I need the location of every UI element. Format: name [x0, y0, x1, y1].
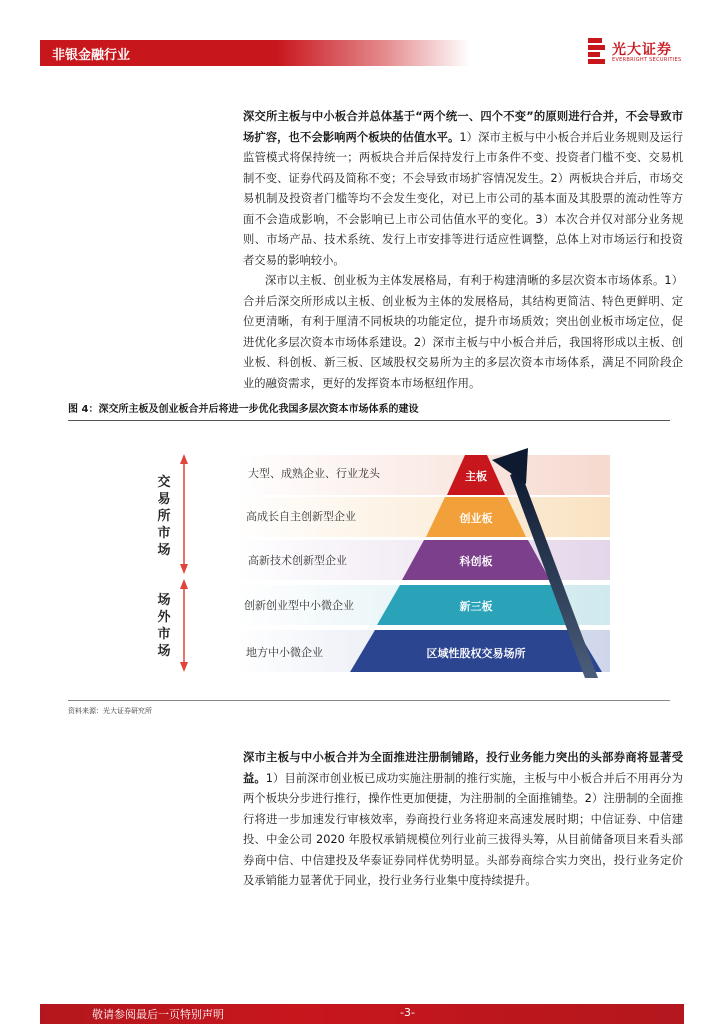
brand-logo	[588, 38, 688, 66]
exchange-market-arrow	[180, 454, 188, 574]
tier-1-description: 大型、成熟企业、行业龙头	[248, 467, 380, 480]
page-number: -3-	[400, 1006, 415, 1019]
tier-4-name: 新三板	[459, 600, 493, 613]
paragraph-1	[243, 107, 683, 271]
section-title: 非银金融行业	[52, 48, 131, 63]
figure-top-rule	[68, 420, 670, 421]
paragraph-3	[243, 748, 683, 892]
tier-4-description: 创新创业型中小微企业	[244, 599, 354, 612]
footer-disclaimer: 敬请参阅最后一页特别声明	[92, 1008, 224, 1021]
figure-bottom-rule	[68, 700, 670, 701]
paragraph-1-body: 1）深市主板与中小板合并后业务规则及运行监管模式将保持统一；两板块合并后保持发行上市条件不变、投资者门槛不变、交易机制不变、证券代码及简称不变；不会导致市场扩容情况发生。2）两板块合并后，市场交易机制及投资者门槛等均不会发生变化，对已上市公司的基本面及其股票的流动性等方面不会造成影响，不会影响已上市公司估值水平的变化。3）本次合并仅对部分业务规则、市场产品、技术系统、发行上市安排等进行适应性调整，总体上对市场运行和投资者交易的影响较小。	[243, 130, 683, 267]
tier-5-description: 地方中小微企业	[246, 646, 323, 659]
tier-5-name: 区域性股权交易场所	[426, 647, 526, 660]
logo-name: 光大证券	[612, 42, 672, 58]
paragraph-2	[243, 271, 683, 394]
everbright-logo-icon	[588, 38, 606, 64]
exchange-market-label: 交易所市场	[157, 475, 171, 558]
tier-3-name: 科创板	[459, 555, 493, 568]
tier-3-description: 高新技术创新型企业	[248, 554, 347, 567]
paragraph-1-lead: 深交所主板与中小板合并总体基于“两个统一、四个不变”的原则进行合并，不会导致市场扩容，也不会影响两个板块的估值水平。	[243, 110, 683, 144]
otc-market-label: 场外市场	[157, 593, 171, 659]
otc-market-arrow	[180, 579, 188, 672]
tier-1-name: 主板	[465, 470, 487, 483]
paragraph-2-body: 深市以主板、创业板为主体发展格局，有利于构建清晰的多层次资本市场体系。1）合并后深交所形成以主板、创业板为主体的发展格局，其结构更简洁、特色更鲜明、定位更清晰，有利于厘清不同板块的功能定位，提升市场质效；突出创业板市场定位，促进优化多层次资本市场体系建设。2）深市主板与中小板合并后，我国将形成以主板、创业板、科创板、新三板、区域股权交易所为主的多层次资本市场体系，满足不同阶段企业的融资需求，更好的发挥资本市场枢纽作用。	[243, 274, 683, 390]
logo-subtitle: EVERBRIGHT SECURITIES	[612, 57, 682, 63]
market-pyramid-figure	[140, 440, 610, 690]
figure-source: 资料来源：光大证券研究所	[68, 707, 152, 715]
paragraph-3-body: 1）目前深市创业板已成功实施注册制的推行实施，主板与中小板合并后不用再分为两个板块分步进行推行，操作性更加便捷，为注册制的全面推铺垫。2）注册制的全面推行将进一步加速发行审核效率，券商投行业务将迎来高速发展时期；中信证券、中信建投、中金公司 2020 年股权承销规模位列行业前三拔得头筹，从目前储备项目来看头部券商中信、中信建投及华泰证券同样优势明显。头部券商综合实力突出，投行业务定价及承销能力显著优于同业，投行业务行业集中度持续提升。	[243, 771, 683, 887]
tier-2-name: 创业板	[459, 512, 493, 525]
paragraph-3-lead: 深市主板与中小板合并为全面推进注册制铺路，投行业务能力突出的头部券商将显著受益。	[243, 751, 683, 785]
figure-title: 图 4：深交所主板及创业板合并后将进一步优化我国多层次资本市场体系的建设	[68, 404, 419, 415]
tier-2-description: 高成长自主创新型企业	[246, 510, 356, 523]
